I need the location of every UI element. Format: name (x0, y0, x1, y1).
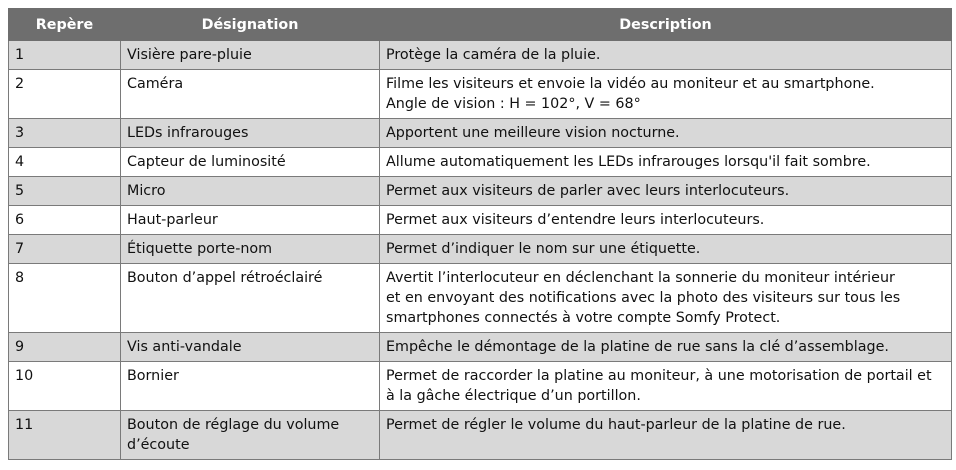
cell-description (380, 177, 952, 206)
cell-repere: 9 (9, 333, 121, 362)
cell-designation (121, 411, 380, 460)
cell-designation (121, 235, 380, 264)
cell-description (380, 148, 952, 177)
cell-designation (121, 41, 380, 70)
cell-repere: 2 (9, 70, 121, 119)
cell-designation (121, 148, 380, 177)
cell-repere: 4 (9, 148, 121, 177)
cell-repere: 6 (9, 206, 121, 235)
description-line: Allume automatiquement les LEDs infrarouges lorsqu'il fait sombre. (386, 154, 871, 170)
cell-designation (121, 264, 380, 333)
cell-description (380, 119, 952, 148)
cell-designation (121, 177, 380, 206)
components-table-wrapper (8, 8, 951, 460)
designation-line: Bouton de réglage du volume (127, 417, 340, 433)
description-line: Permet de raccorder la platine au moniteur, à une motorisation de portail et (386, 368, 932, 384)
cell-description (380, 206, 952, 235)
designation-line: Visière pare-pluie (127, 47, 252, 63)
cell-description (380, 70, 952, 119)
description-line: et en envoyant des notifications avec la photo des visiteurs sur tous les (386, 290, 901, 306)
designation-line: Haut-parleur (127, 212, 218, 228)
cell-description (380, 235, 952, 264)
cell-designation (121, 206, 380, 235)
cell-repere: 5 (9, 177, 121, 206)
description-line: Apportent une meilleure vision nocturne. (386, 125, 680, 141)
description-line: Avertit l’interlocuteur en déclenchant la sonnerie du moniteur intérieur (386, 270, 895, 286)
description-line: Filme les visiteurs et envoie la vidéo au moniteur et au smartphone. (386, 76, 875, 92)
designation-line: Bornier (127, 368, 179, 384)
table-row (9, 148, 952, 177)
cell-repere: 11 (9, 411, 121, 460)
description-line: Protège la caméra de la pluie. (386, 47, 601, 63)
designation-line: LEDs infrarouges (127, 125, 249, 141)
header-description: Description (380, 9, 952, 41)
table-row (9, 333, 952, 362)
cell-designation (121, 333, 380, 362)
cell-description (380, 333, 952, 362)
cell-designation (121, 70, 380, 119)
table-row (9, 41, 952, 70)
description-line: Permet d’indiquer le nom sur une étiquette. (386, 241, 701, 257)
description-line: Permet aux visiteurs de parler avec leurs interlocuteurs. (386, 183, 790, 199)
cell-repere: 8 (9, 264, 121, 333)
components-table (8, 8, 952, 460)
description-line: à la gâche électrique d’un portillon. (386, 388, 641, 404)
cell-repere: 10 (9, 362, 121, 411)
table-row (9, 235, 952, 264)
designation-line: Étiquette porte-nom (127, 241, 273, 257)
description-line: Angle de vision : H = 102°, V = 68° (386, 96, 641, 112)
table-row (9, 264, 952, 333)
designation-line: d’écoute (127, 437, 190, 453)
table-body (9, 41, 952, 460)
cell-description (380, 362, 952, 411)
table-row (9, 362, 952, 411)
description-line: Permet aux visiteurs d’entendre leurs interlocuteurs. (386, 212, 765, 228)
header-designation: Désignation (121, 9, 380, 41)
header-repere: Repère (9, 9, 121, 41)
cell-designation (121, 119, 380, 148)
table-header-row (9, 9, 952, 41)
designation-line: Caméra (127, 76, 184, 92)
designation-line: Bouton d’appel rétroéclairé (127, 270, 323, 286)
table-row (9, 119, 952, 148)
table-row (9, 411, 952, 460)
cell-repere: 3 (9, 119, 121, 148)
cell-repere: 1 (9, 41, 121, 70)
cell-repere: 7 (9, 235, 121, 264)
table-row (9, 177, 952, 206)
cell-description (380, 264, 952, 333)
table-row (9, 70, 952, 119)
description-line: Permet de régler le volume du haut-parleur de la platine de rue. (386, 417, 846, 433)
description-line: smartphones connectés à votre compte Somfy Protect. (386, 310, 781, 326)
designation-line: Capteur de luminosité (127, 154, 286, 170)
designation-line: Vis anti-vandale (127, 339, 242, 355)
cell-designation (121, 362, 380, 411)
table-row (9, 206, 952, 235)
description-line: Empêche le démontage de la platine de rue sans la clé d’assemblage. (386, 339, 889, 355)
cell-description (380, 411, 952, 460)
designation-line: Micro (127, 183, 166, 199)
cell-description (380, 41, 952, 70)
